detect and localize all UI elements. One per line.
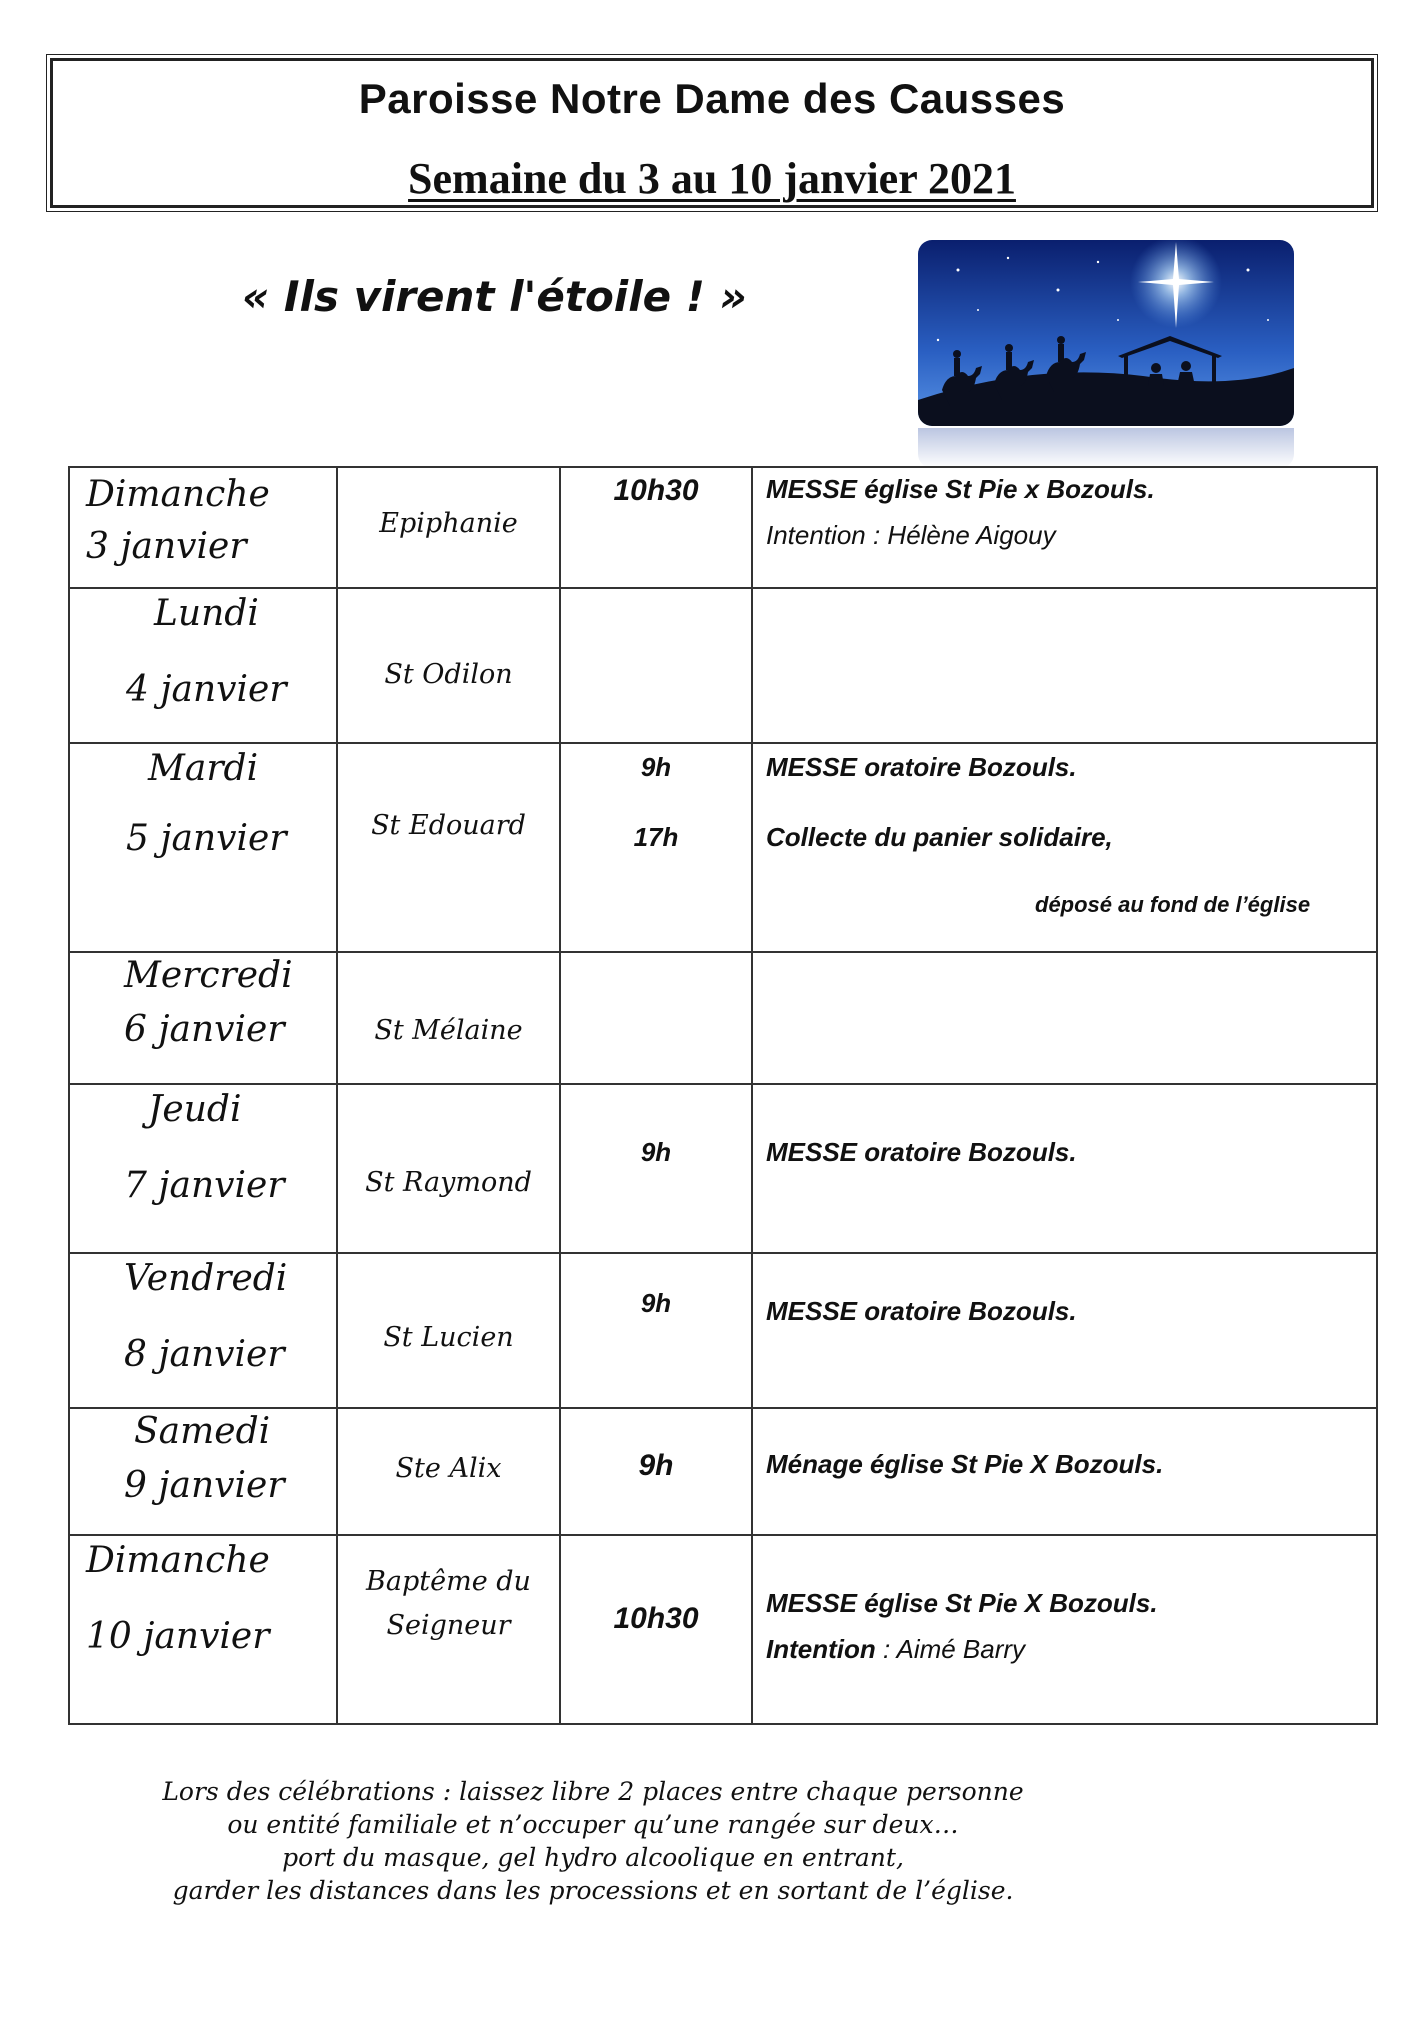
schedule-row — [69, 1084, 1377, 1253]
day-date: 5 janvier — [126, 818, 287, 859]
event-cell — [752, 1408, 1377, 1535]
footer-line: garder les distances dans les processions et en sortant de l’église. — [172, 1876, 1014, 1905]
day-date: 7 janvier — [124, 1165, 285, 1206]
saint-cell — [337, 588, 560, 743]
week-title: Semaine du 3 au 10 janvier 2021 — [408, 154, 1016, 203]
saint-cell — [337, 467, 560, 588]
image-reflection — [918, 428, 1294, 468]
schedule-table — [68, 466, 1378, 1725]
saint-name: St Mélaine — [374, 1015, 523, 1046]
time-value: 9h — [638, 1449, 674, 1482]
event-line: MESSE église St Pie x Bozouls. — [766, 474, 1155, 504]
time-value: 9h — [640, 1288, 672, 1318]
event-line: déposé au fond de l’église — [1035, 892, 1311, 917]
day-name: Mardi — [148, 748, 259, 789]
intention-text: : Aimé Barry — [875, 1634, 1026, 1664]
saint-cell — [337, 743, 560, 952]
day-name: Jeudi — [148, 1089, 242, 1130]
time-value: 10h30 — [613, 474, 699, 507]
day-name: Lundi — [154, 593, 259, 634]
saint-name: St Edouard — [371, 810, 526, 841]
time-cell — [560, 1408, 752, 1535]
tagline: « Ils virent l'étoile ! » — [242, 272, 747, 321]
day-name: Dimanche — [86, 1540, 270, 1581]
day-cell — [69, 1084, 337, 1253]
time-value: 10h30 — [613, 1602, 699, 1635]
day-cell — [69, 1408, 337, 1535]
saint-name: Baptême du — [366, 1566, 531, 1597]
parish-title: Paroisse Notre Dame des Causses — [358, 75, 1066, 122]
footer-line: Lors des célébrations : laissez libre 2 places entre chaque personne — [162, 1777, 1024, 1806]
saint-name: St Raymond — [365, 1167, 532, 1198]
time-cell — [560, 743, 752, 952]
schedule-row — [69, 743, 1377, 952]
day-date: 8 janvier — [124, 1334, 285, 1375]
saint-cell — [337, 1535, 560, 1724]
schedule-row — [69, 1535, 1377, 1724]
footer-note — [0, 1775, 1186, 1907]
day-cell — [69, 467, 337, 588]
event-cell — [752, 467, 1377, 588]
day-date: 6 janvier — [124, 1009, 285, 1050]
nativity-star-camels-image — [918, 240, 1294, 426]
saint-name: St Odilon — [384, 659, 513, 690]
time-cell — [560, 467, 752, 588]
schedule-row — [69, 588, 1377, 743]
event-line: Intention : Hélène Aigouy — [766, 520, 1056, 550]
saint-name: Epiphanie — [379, 508, 518, 539]
saint-cell — [337, 1084, 560, 1253]
schedule-row — [69, 1253, 1377, 1408]
day-name: Dimanche — [86, 474, 270, 515]
time-value: 17h — [633, 822, 679, 852]
saint-name: Seigneur — [386, 1610, 511, 1641]
day-date: 4 janvier — [126, 669, 287, 710]
saint-name: Ste Alix — [395, 1453, 502, 1484]
day-date: 10 janvier — [86, 1616, 270, 1657]
time-value: 9h — [640, 1137, 672, 1167]
saint-cell — [337, 1408, 560, 1535]
event-line: MESSE oratoire Bozouls. — [766, 752, 1077, 782]
day-cell — [69, 1535, 337, 1724]
saint-cell — [337, 952, 560, 1084]
event-cell — [752, 1253, 1377, 1408]
schedule-row — [69, 952, 1377, 1084]
time-value: 9h — [640, 752, 672, 782]
event-cell — [752, 1535, 1377, 1724]
day-cell — [69, 743, 337, 952]
intention-label: Intention — [766, 1634, 876, 1664]
footer-line: port du masque, gel hydro alcoolique en entrant, — [282, 1843, 904, 1872]
event-cell — [752, 588, 1377, 743]
time-cell — [560, 1084, 752, 1253]
day-name: Vendredi — [124, 1258, 288, 1299]
day-name: Mercredi — [124, 955, 293, 996]
schedule-row — [69, 1408, 1377, 1535]
time-cell — [560, 952, 752, 1084]
schedule-row — [69, 467, 1377, 588]
day-date: 9 janvier — [124, 1465, 285, 1506]
saint-name: St Lucien — [383, 1322, 514, 1353]
event-line: MESSE église St Pie X Bozouls. — [766, 1588, 1158, 1618]
header-box — [50, 58, 1374, 208]
event-cell — [752, 743, 1377, 952]
time-cell — [560, 1535, 752, 1724]
event-line — [766, 1634, 1025, 1665]
event-line: MESSE oratoire Bozouls. — [766, 1296, 1077, 1326]
event-line: MESSE oratoire Bozouls. — [766, 1137, 1077, 1167]
day-date: 3 janvier — [86, 526, 247, 567]
time-cell — [560, 588, 752, 743]
event-cell — [752, 1084, 1377, 1253]
event-cell — [752, 952, 1377, 1084]
day-cell — [69, 952, 337, 1084]
saint-cell — [337, 1253, 560, 1408]
event-line: Ménage église St Pie X Bozouls. — [766, 1449, 1164, 1479]
footer-line: ou entité familiale et n’occuper qu’une rangée sur deux… — [227, 1810, 959, 1839]
event-line: Collecte du panier solidaire, — [766, 822, 1113, 852]
time-cell — [560, 1253, 752, 1408]
day-name: Samedi — [134, 1411, 271, 1452]
day-cell — [69, 1253, 337, 1408]
day-cell — [69, 588, 337, 743]
